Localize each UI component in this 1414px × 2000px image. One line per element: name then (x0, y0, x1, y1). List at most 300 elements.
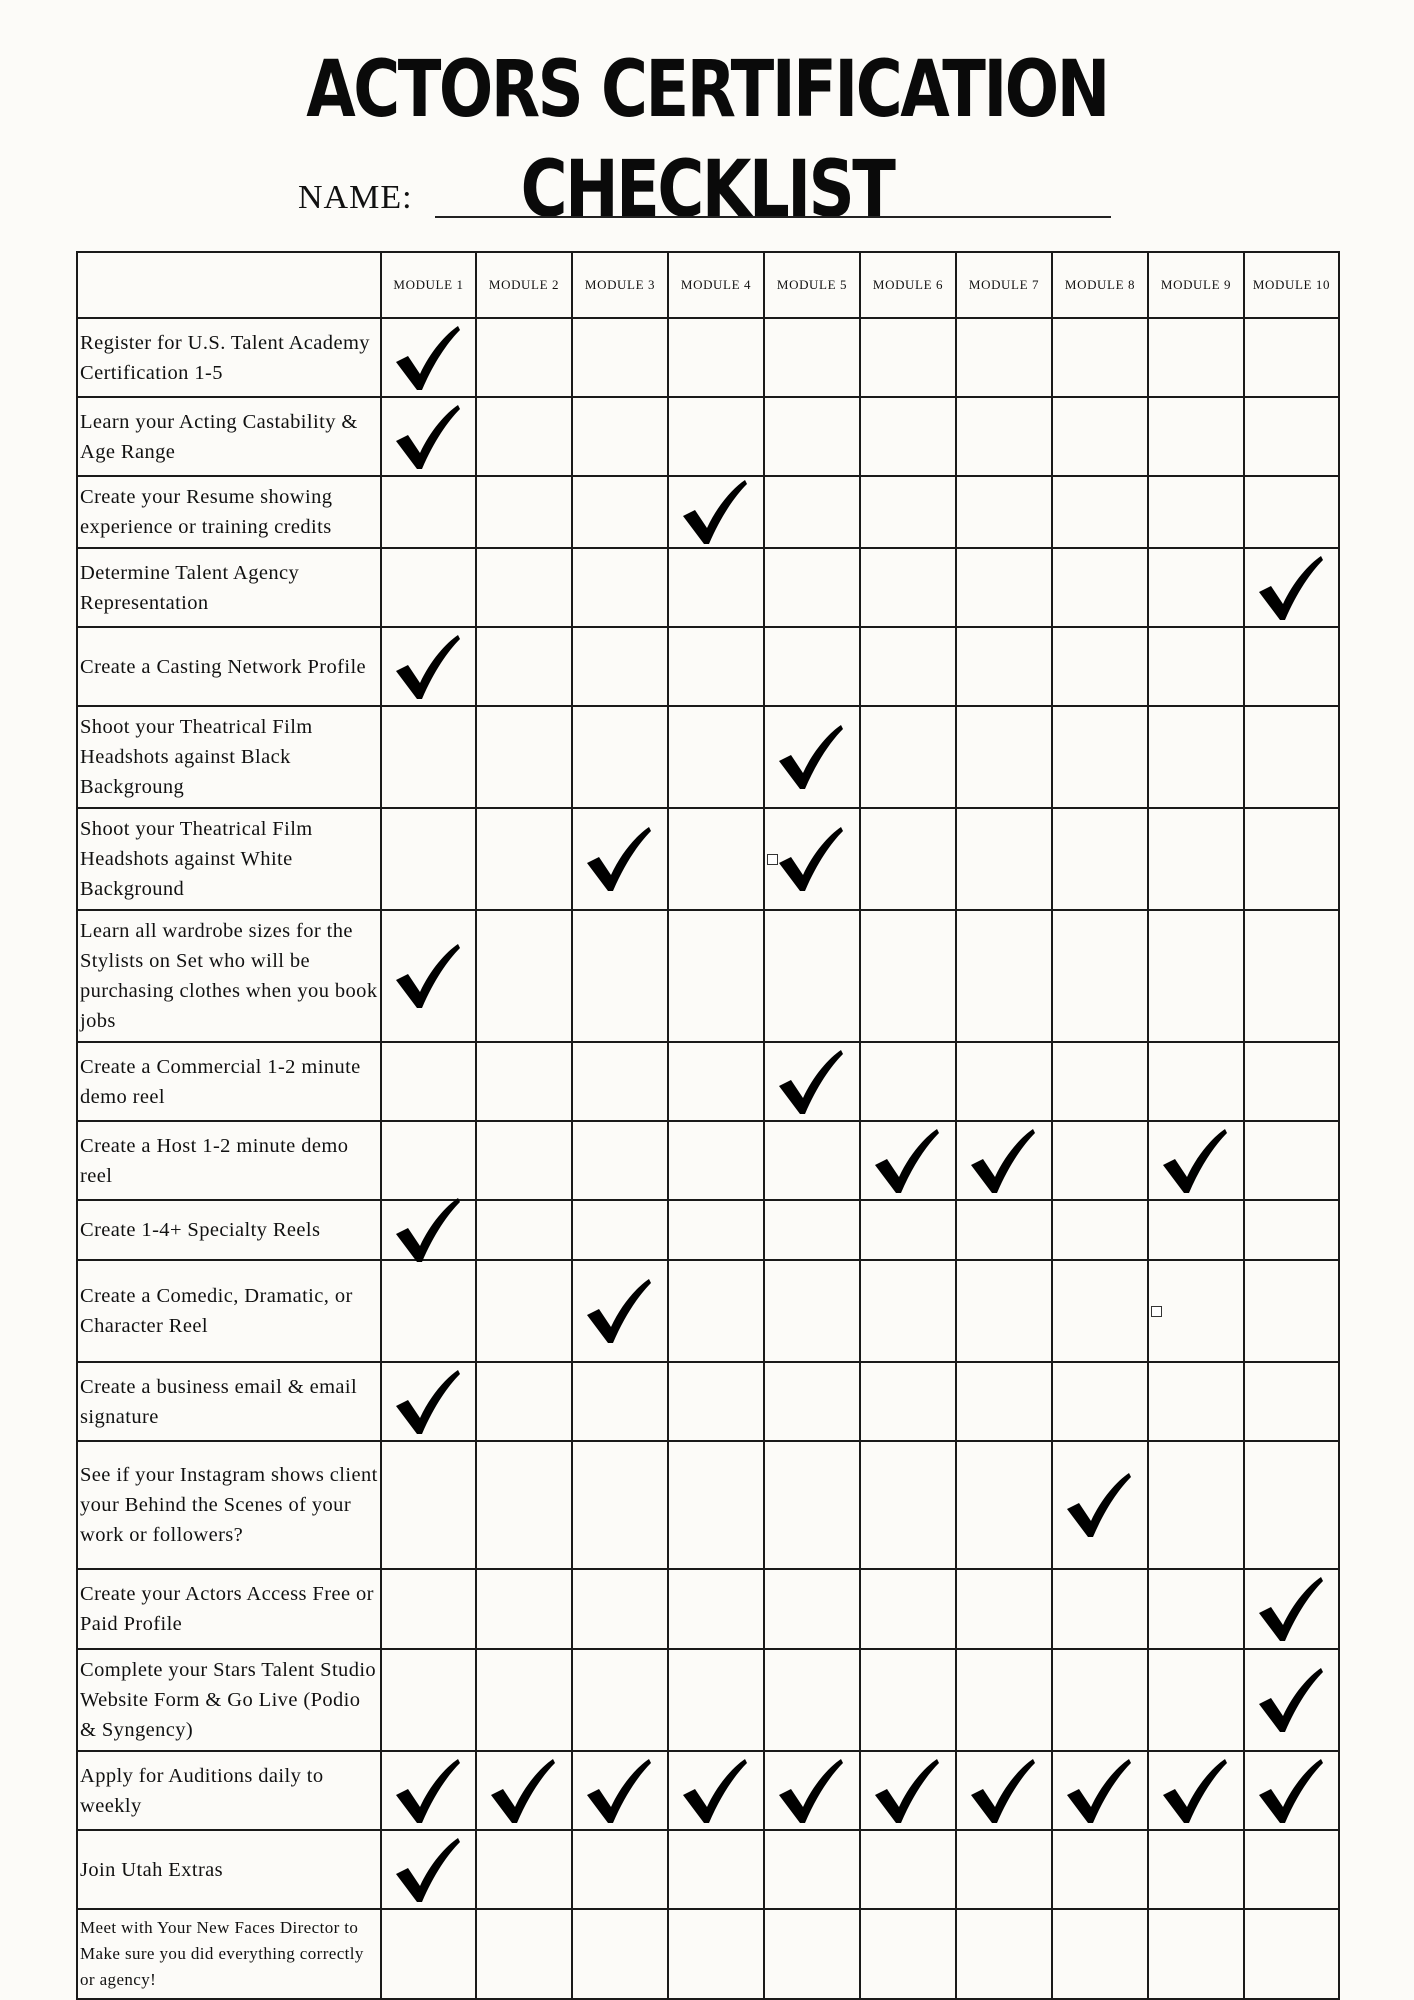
module-cell-3[interactable] (572, 1200, 668, 1260)
module-cell-4[interactable] (668, 1200, 764, 1260)
module-cell-4[interactable] (668, 397, 764, 476)
table-row (77, 476, 1339, 548)
module-cell-9[interactable] (1148, 1909, 1244, 1999)
checkmark-shape (779, 1050, 843, 1114)
module-cell-7[interactable] (956, 1569, 1052, 1649)
checkmark-icon (1253, 1664, 1325, 1736)
module-cell-9[interactable] (1148, 397, 1244, 476)
module-cell-2[interactable] (476, 548, 572, 627)
module-cell-5[interactable] (764, 1441, 860, 1569)
module-cell-9[interactable] (1148, 1649, 1244, 1751)
module-cell-2[interactable] (476, 1649, 572, 1751)
module-cell-6[interactable] (860, 808, 956, 910)
checkmark-shape (396, 326, 460, 390)
module-cell-7[interactable] (956, 706, 1052, 808)
module-cell-10[interactable] (1244, 1569, 1339, 1649)
module-cell-10[interactable] (1244, 1121, 1339, 1200)
module-cell-7[interactable] (956, 1830, 1052, 1909)
checkmark-icon (390, 1755, 462, 1827)
module-cell-5[interactable] (764, 476, 860, 548)
checkmark-shape (1163, 1129, 1227, 1193)
module-cell-4[interactable] (668, 1441, 764, 1569)
task-label: Shoot your Theatrical Film Headshots against Black Backgroung (77, 706, 381, 808)
task-label: Create a business email & email signature (77, 1362, 381, 1441)
module-cell-4[interactable] (668, 627, 764, 706)
module-cell-6[interactable] (860, 476, 956, 548)
module-cell-8[interactable] (1052, 548, 1148, 627)
module-cell-1[interactable] (381, 1042, 476, 1121)
module-cell-8[interactable] (1052, 808, 1148, 910)
module-cell-5[interactable] (764, 1200, 860, 1260)
module-cell-1[interactable] (381, 1830, 476, 1909)
checkmark-icon (390, 1366, 462, 1438)
name-row (298, 168, 1111, 218)
checkmark-icon (677, 1755, 749, 1827)
module-cell-9[interactable] (1148, 910, 1244, 1042)
task-label: Create your Resume showing experience or training credits (77, 476, 381, 548)
task-label: See if your Instagram shows client your Behind the Scenes of your work or followers? (77, 1441, 381, 1569)
module-cell-1[interactable] (381, 548, 476, 627)
table-row (77, 318, 1339, 397)
module-header-8: MODULE 8 (1052, 252, 1148, 318)
module-cell-9[interactable] (1148, 627, 1244, 706)
checkmark-icon (677, 476, 749, 548)
task-label: Create a Commercial 1-2 minute demo reel (77, 1042, 381, 1121)
module-cell-10[interactable] (1244, 1649, 1339, 1751)
module-cell-8[interactable] (1052, 1260, 1148, 1362)
module-cell-4[interactable] (668, 1909, 764, 1999)
module-cell-10[interactable] (1244, 476, 1339, 548)
module-cell-5[interactable] (764, 1362, 860, 1441)
module-cell-8[interactable] (1052, 397, 1148, 476)
module-cell-2[interactable] (476, 706, 572, 808)
module-cell-1[interactable] (381, 1441, 476, 1569)
table-row (77, 706, 1339, 808)
checkmark-shape (396, 1838, 460, 1902)
module-cell-7[interactable] (956, 1362, 1052, 1441)
module-cell-1[interactable] (381, 1200, 476, 1260)
module-cell-7[interactable] (956, 318, 1052, 397)
module-cell-7[interactable] (956, 1751, 1052, 1830)
module-cell-6[interactable] (860, 1260, 956, 1362)
checkmark-shape (1067, 1473, 1131, 1537)
checkmark-shape (396, 1759, 460, 1823)
module-cell-10[interactable] (1244, 1260, 1339, 1362)
table-row (77, 808, 1339, 910)
module-cell-5[interactable] (764, 706, 860, 808)
module-cell-6[interactable] (860, 318, 956, 397)
module-cell-3[interactable] (572, 1121, 668, 1200)
module-cell-9[interactable] (1148, 1362, 1244, 1441)
checkmark-icon (773, 823, 845, 895)
module-cell-3[interactable] (572, 1649, 668, 1751)
table-row (77, 1830, 1339, 1909)
module-cell-1[interactable] (381, 476, 476, 548)
module-cell-3[interactable] (572, 318, 668, 397)
module-cell-7[interactable] (956, 1441, 1052, 1569)
task-label: Create a Host 1-2 minute demo reel (77, 1121, 381, 1200)
module-cell-2[interactable] (476, 1362, 572, 1441)
task-label: Create 1-4+ Specialty Reels (77, 1200, 381, 1260)
checkmark-icon (390, 1194, 462, 1266)
module-cell-6[interactable] (860, 706, 956, 808)
module-cell-6[interactable] (860, 1441, 956, 1569)
module-cell-8[interactable] (1052, 1569, 1148, 1649)
module-cell-7[interactable] (956, 1042, 1052, 1121)
checkmark-shape (971, 1129, 1035, 1193)
checkmark-icon (390, 631, 462, 703)
module-cell-3[interactable] (572, 1260, 668, 1362)
table-row (77, 1042, 1339, 1121)
module-cell-2[interactable] (476, 1830, 572, 1909)
module-cell-4[interactable] (668, 476, 764, 548)
checkmark-icon (390, 401, 462, 473)
module-header-1: MODULE 1 (381, 252, 476, 318)
module-cell-3[interactable] (572, 1441, 668, 1569)
checkmark-icon (581, 1275, 653, 1347)
checkmark-icon (869, 1755, 941, 1827)
module-cell-8[interactable] (1052, 1362, 1148, 1441)
module-cell-10[interactable] (1244, 1441, 1339, 1569)
module-cell-7[interactable] (956, 1121, 1052, 1200)
checkmark-shape (971, 1759, 1035, 1823)
task-label: Apply for Auditions daily to weekly (77, 1751, 381, 1830)
small-box-icon (767, 854, 778, 865)
checkmark-shape (875, 1129, 939, 1193)
module-cell-2[interactable] (476, 808, 572, 910)
module-cell-1[interactable] (381, 397, 476, 476)
module-cell-7[interactable] (956, 476, 1052, 548)
task-label: Create a Casting Network Profile (77, 627, 381, 706)
module-cell-6[interactable] (860, 910, 956, 1042)
module-cell-3[interactable] (572, 1042, 668, 1121)
module-header-2: MODULE 2 (476, 252, 572, 318)
page-title: ACTORS CERTIFICATION CHECKLIST (306, 45, 1108, 235)
small-box-icon (1151, 1306, 1162, 1317)
checkmark-icon (1157, 1755, 1229, 1827)
module-cell-3[interactable] (572, 397, 668, 476)
checkmark-icon (581, 1755, 653, 1827)
module-cell-3[interactable] (572, 476, 668, 548)
module-cell-8[interactable] (1052, 476, 1148, 548)
module-cell-8[interactable] (1052, 1441, 1148, 1569)
task-label: Create your Actors Access Free or Paid Profile (77, 1569, 381, 1649)
module-cell-9[interactable] (1148, 1569, 1244, 1649)
module-cell-9[interactable] (1148, 548, 1244, 627)
checkmark-shape (683, 1759, 747, 1823)
checkmark-icon (773, 1046, 845, 1118)
module-cell-1[interactable] (381, 627, 476, 706)
module-header-7: MODULE 7 (956, 252, 1052, 318)
module-cell-10[interactable] (1244, 1830, 1339, 1909)
checkmark-shape (1259, 1759, 1323, 1823)
module-cell-4[interactable] (668, 548, 764, 627)
module-cell-2[interactable] (476, 1260, 572, 1362)
module-cell-6[interactable] (860, 627, 956, 706)
checkmark-icon (1253, 1755, 1325, 1827)
module-cell-10[interactable] (1244, 808, 1339, 910)
module-cell-4[interactable] (668, 910, 764, 1042)
module-cell-10[interactable] (1244, 1042, 1339, 1121)
task-label: Join Utah Extras (77, 1830, 381, 1909)
module-cell-8[interactable] (1052, 1649, 1148, 1751)
module-cell-1[interactable] (381, 1121, 476, 1200)
checkmark-icon (773, 721, 845, 793)
table-row (77, 1751, 1339, 1830)
module-cell-5[interactable] (764, 1830, 860, 1909)
module-cell-6[interactable] (860, 1751, 956, 1830)
module-cell-6[interactable] (860, 548, 956, 627)
module-header-9: MODULE 9 (1148, 252, 1244, 318)
checkmark-icon (485, 1755, 557, 1827)
task-label: Register for U.S. Talent Academy Certification 1-5 (77, 318, 381, 397)
module-cell-7[interactable] (956, 808, 1052, 910)
checkmark-shape (1259, 1668, 1323, 1732)
task-label: Complete your Stars Talent Studio Website Form & Go Live (Podio & Syngency) (77, 1649, 381, 1751)
table-row (77, 910, 1339, 1042)
module-cell-5[interactable] (764, 1121, 860, 1200)
module-cell-3[interactable] (572, 1909, 668, 1999)
module-cell-4[interactable] (668, 1260, 764, 1362)
module-header-4: MODULE 4 (668, 252, 764, 318)
module-cell-6[interactable] (860, 1121, 956, 1200)
module-cell-5[interactable] (764, 808, 860, 910)
module-cell-9[interactable] (1148, 808, 1244, 910)
table-row (77, 1441, 1339, 1569)
checkmark-shape (396, 405, 460, 469)
checkmark-shape (396, 944, 460, 1008)
module-cell-2[interactable] (476, 627, 572, 706)
module-cell-8[interactable] (1052, 1042, 1148, 1121)
module-cell-5[interactable] (764, 1042, 860, 1121)
task-label: Learn all wardrobe sizes for the Stylists on Set who will be purchasing clothes when you book jobs (77, 910, 381, 1042)
table-row (77, 627, 1339, 706)
checkmark-icon (1253, 1573, 1325, 1645)
module-cell-6[interactable] (860, 1569, 956, 1649)
checkmark-shape (1163, 1759, 1227, 1823)
module-cell-5[interactable] (764, 1569, 860, 1649)
table-row (77, 1121, 1339, 1200)
module-cell-3[interactable] (572, 627, 668, 706)
module-cell-4[interactable] (668, 1042, 764, 1121)
module-cell-1[interactable] (381, 1362, 476, 1441)
module-cell-7[interactable] (956, 548, 1052, 627)
checkmark-shape (779, 1759, 843, 1823)
module-cell-7[interactable] (956, 1200, 1052, 1260)
module-cell-2[interactable] (476, 1121, 572, 1200)
table-row (77, 548, 1339, 627)
table-row (77, 397, 1339, 476)
module-cell-9[interactable] (1148, 1121, 1244, 1200)
module-cell-8[interactable] (1052, 627, 1148, 706)
module-cell-8[interactable] (1052, 1200, 1148, 1260)
module-cell-9[interactable] (1148, 476, 1244, 548)
module-header-10: MODULE 10 (1244, 252, 1339, 318)
module-cell-8[interactable] (1052, 910, 1148, 1042)
module-cell-2[interactable] (476, 318, 572, 397)
module-cell-10[interactable] (1244, 548, 1339, 627)
module-cell-5[interactable] (764, 1909, 860, 1999)
module-cell-9[interactable] (1148, 1751, 1244, 1830)
module-cell-8[interactable] (1052, 1909, 1148, 1999)
checkmark-icon (1157, 1125, 1229, 1197)
module-cell-10[interactable] (1244, 1751, 1339, 1830)
module-cell-6[interactable] (860, 1830, 956, 1909)
module-cell-4[interactable] (668, 706, 764, 808)
checkmark-shape (587, 827, 651, 891)
module-cell-7[interactable] (956, 1260, 1052, 1362)
module-cell-6[interactable] (860, 1909, 956, 1999)
module-cell-9[interactable] (1148, 1830, 1244, 1909)
module-cell-10[interactable] (1244, 397, 1339, 476)
module-cell-4[interactable] (668, 1362, 764, 1441)
module-cell-6[interactable] (860, 1200, 956, 1260)
table-row (77, 1200, 1339, 1260)
module-cell-8[interactable] (1052, 318, 1148, 397)
task-label: Meet with Your New Faces Director to Make sure you did everything correctly or agency! (77, 1909, 381, 1999)
checkmark-icon (390, 940, 462, 1012)
module-cell-5[interactable] (764, 397, 860, 476)
corner-cell (77, 252, 381, 318)
checkmark-icon (869, 1125, 941, 1197)
module-cell-7[interactable] (956, 910, 1052, 1042)
module-cell-6[interactable] (860, 1362, 956, 1441)
module-cell-5[interactable] (764, 910, 860, 1042)
module-cell-4[interactable] (668, 808, 764, 910)
task-label: Shoot your Theatrical Film Headshots against White Background (77, 808, 381, 910)
checkmark-shape (587, 1759, 651, 1823)
module-cell-2[interactable] (476, 1569, 572, 1649)
module-header-5: MODULE 5 (764, 252, 860, 318)
module-cell-10[interactable] (1244, 910, 1339, 1042)
checkmark-shape (587, 1279, 651, 1343)
module-cell-5[interactable] (764, 627, 860, 706)
module-cell-5[interactable] (764, 318, 860, 397)
name-label: NAME: (298, 179, 413, 216)
module-cell-2[interactable] (476, 1441, 572, 1569)
module-cell-4[interactable] (668, 1121, 764, 1200)
module-cell-2[interactable] (476, 1200, 572, 1260)
module-cell-1[interactable] (381, 1569, 476, 1649)
module-cell-4[interactable] (668, 1649, 764, 1751)
module-cell-1[interactable] (381, 706, 476, 808)
module-cell-7[interactable] (956, 397, 1052, 476)
module-cell-1[interactable] (381, 808, 476, 910)
module-cell-2[interactable] (476, 397, 572, 476)
module-cell-5[interactable] (764, 1751, 860, 1830)
table-row (77, 1649, 1339, 1751)
checkmark-icon (390, 322, 462, 394)
module-cell-5[interactable] (764, 1649, 860, 1751)
checkmark-shape (396, 635, 460, 699)
module-cell-3[interactable] (572, 1751, 668, 1830)
module-cell-7[interactable] (956, 1649, 1052, 1751)
module-cell-4[interactable] (668, 1751, 764, 1830)
module-cell-10[interactable] (1244, 1200, 1339, 1260)
module-cell-10[interactable] (1244, 318, 1339, 397)
module-cell-9[interactable] (1148, 1441, 1244, 1569)
module-cell-8[interactable] (1052, 1830, 1148, 1909)
checkmark-icon (581, 823, 653, 895)
checkmark-icon (390, 1834, 462, 1906)
checkmark-shape (779, 725, 843, 789)
checkmark-icon (1253, 552, 1325, 624)
module-cell-6[interactable] (860, 397, 956, 476)
checkmark-icon (1061, 1755, 1133, 1827)
module-cell-1[interactable] (381, 318, 476, 397)
module-cell-10[interactable] (1244, 706, 1339, 808)
table-row (77, 1569, 1339, 1649)
module-cell-5[interactable] (764, 548, 860, 627)
module-cell-8[interactable] (1052, 706, 1148, 808)
task-label: Learn your Acting Castability & Age Range (77, 397, 381, 476)
module-cell-7[interactable] (956, 627, 1052, 706)
module-cell-3[interactable] (572, 1569, 668, 1649)
module-cell-9[interactable] (1148, 318, 1244, 397)
module-cell-4[interactable] (668, 1569, 764, 1649)
module-cell-3[interactable] (572, 910, 668, 1042)
module-cell-1[interactable] (381, 1751, 476, 1830)
table-row (77, 1362, 1339, 1441)
module-cell-3[interactable] (572, 1830, 668, 1909)
checkmark-icon (1061, 1469, 1133, 1541)
checkmark-shape (875, 1759, 939, 1823)
checkmark-icon (773, 1755, 845, 1827)
module-cell-2[interactable] (476, 1909, 572, 1999)
module-cell-8[interactable] (1052, 1121, 1148, 1200)
module-cell-3[interactable] (572, 706, 668, 808)
checkmark-icon (965, 1125, 1037, 1197)
module-cell-2[interactable] (476, 1751, 572, 1830)
module-cell-4[interactable] (668, 1830, 764, 1909)
header-row (77, 252, 1339, 318)
module-cell-3[interactable] (572, 808, 668, 910)
table-row (77, 1909, 1339, 1999)
module-cell-9[interactable] (1148, 1200, 1244, 1260)
module-cell-9[interactable] (1148, 1042, 1244, 1121)
module-cell-9[interactable] (1148, 706, 1244, 808)
module-cell-9[interactable] (1148, 1260, 1244, 1362)
module-cell-10[interactable] (1244, 1362, 1339, 1441)
checkmark-shape (396, 1370, 460, 1434)
module-cell-6[interactable] (860, 1042, 956, 1121)
module-cell-7[interactable] (956, 1909, 1052, 1999)
module-cell-5[interactable] (764, 1260, 860, 1362)
module-cell-4[interactable] (668, 318, 764, 397)
module-cell-10[interactable] (1244, 627, 1339, 706)
task-label: Create a Comedic, Dramatic, or Character Reel (77, 1260, 381, 1362)
module-cell-1[interactable] (381, 910, 476, 1042)
module-cell-10[interactable] (1244, 1909, 1339, 1999)
module-cell-6[interactable] (860, 1649, 956, 1751)
module-cell-2[interactable] (476, 476, 572, 548)
checklist-grid (76, 251, 1338, 2000)
checkmark-shape (779, 827, 843, 891)
module-cell-3[interactable] (572, 1362, 668, 1441)
checkmark-shape (1259, 1577, 1323, 1641)
table-row (77, 1260, 1339, 1362)
task-label: Determine Talent Agency Representation (77, 548, 381, 627)
module-cell-2[interactable] (476, 910, 572, 1042)
module-cell-8[interactable] (1052, 1751, 1148, 1830)
checkmark-icon (965, 1755, 1037, 1827)
name-input[interactable] (435, 174, 1111, 218)
module-cell-2[interactable] (476, 1042, 572, 1121)
module-cell-3[interactable] (572, 548, 668, 627)
module-cell-1[interactable] (381, 1260, 476, 1362)
module-cell-1[interactable] (381, 1649, 476, 1751)
module-cell-1[interactable] (381, 1909, 476, 1999)
